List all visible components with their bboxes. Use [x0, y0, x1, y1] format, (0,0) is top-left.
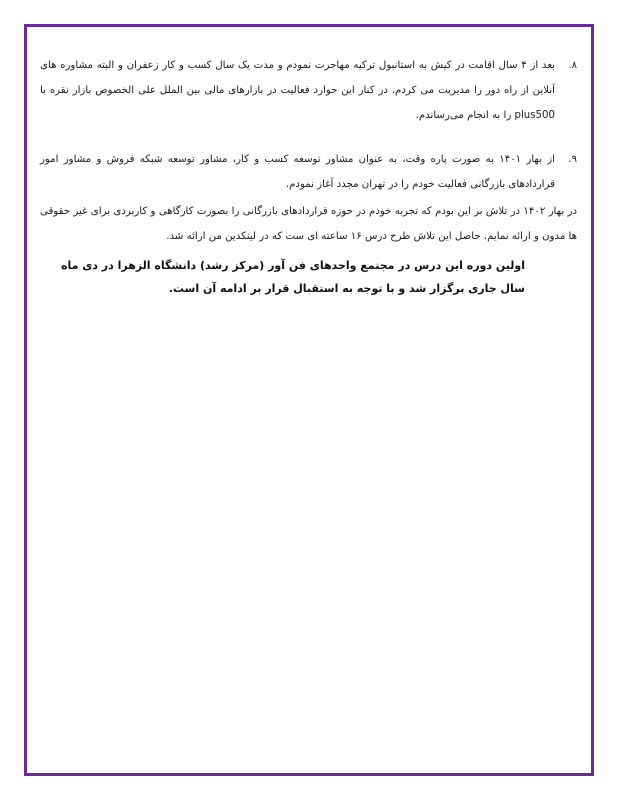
- list-item-9: [40, 147, 577, 197]
- body-paragraph: در بهار ۱۴۰۲ در تلاش بر این بودم که تجربه خودم در حوزه قراردادهای بازرگانی را بصورت کارگاهی و کاربردی برای غیر حقوقی ها مدون و ارائه نمایم. حاصل این تلاش طرح درس ۱۶ ساعته ای ست که در لینکدین من ارائه شد.: [40, 206, 577, 242]
- list-item-number: ۹.: [568, 154, 577, 165]
- highlight-paragraph: اولین دوره این درس در مجتمع واحدهای فن آور (مرکز رشد) دانشگاه الزهرا در دی ماه سال جاری برگزار شد و با توجه به استقبال قرار بر ادامه آن است.: [60, 259, 525, 295]
- document-content: [40, 53, 577, 300]
- list-item-text: بعد از ۴ سال اقامت در کیش به استانبول ترکیه مهاجرت نمودم و مدت یک سال کسب و کار زعفران و البته مشاوره های آنلاین از راه دور را مدیریت می کردم. در کنار این حوارد فعالیت در بازارهای مالی بین الملل علی الخصوص بازار نقره با plus500 را به انجام می‌رساندم.: [40, 60, 555, 121]
- list-item-text: از بهار ۱۴۰۱ به صورت پاره وقت، به عنوان مشاور توسعه کسب و کار، مشاور توسعه شبکه فروش و مشاور امور قراردادهای بازرگانی فعالیت خودم را در تهران مجدد آغاز نمودم.: [40, 154, 555, 190]
- list-item-8: [40, 53, 577, 128]
- list-item-number: ۸.: [568, 60, 577, 71]
